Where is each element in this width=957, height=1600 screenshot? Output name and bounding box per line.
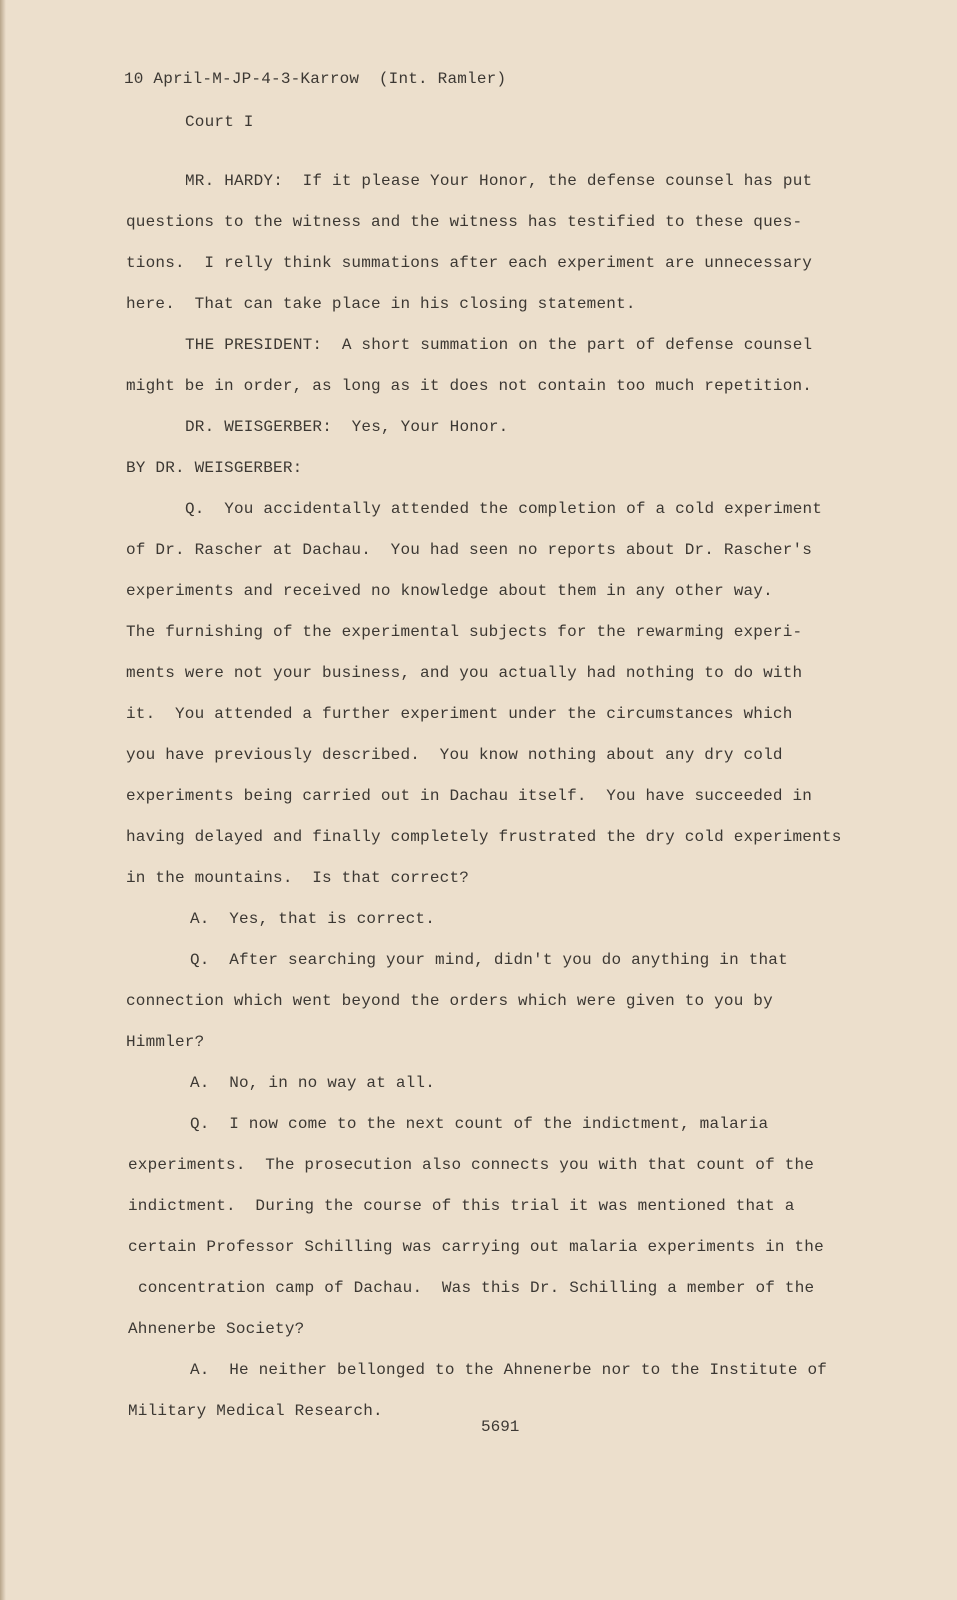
transcript-line: it. You attended a further experiment under the circumstances which [126, 705, 793, 723]
session-header: 10 April-M-JP-4-3-Karrow (Int. Ramler) [124, 70, 507, 88]
transcript-line: Himmler? [126, 1033, 205, 1051]
transcript-line: of Dr. Rascher at Dachau. You had seen no reports about Dr. Rascher's [126, 541, 813, 559]
transcript-line: DR. WEISGERBER: Yes, Your Honor. [185, 418, 509, 436]
transcript-line: tions. I relly think summations after each experiment are unnecessary [126, 254, 813, 272]
transcript-line: connection which went beyond the orders which were given to you by [126, 992, 773, 1010]
transcript-line: THE PRESIDENT: A short summation on the part of defense counsel [185, 336, 813, 354]
transcript-line: might be in order, as long as it does not contain too much repetition. [126, 377, 813, 395]
transcript-line: questions to the witness and the witness has testified to these ques- [126, 213, 803, 231]
transcript-line: certain Professor Schilling was carrying out malaria experiments in the [128, 1238, 824, 1256]
transcript-line: Q. You accidentally attended the completion of a cold experiment [185, 500, 823, 518]
transcript-line: in the mountains. Is that correct? [126, 869, 470, 887]
transcript-line: you have previously described. You know nothing about any dry cold [126, 746, 783, 764]
transcript-line: having delayed and finally completely frustrated the dry cold experiments [126, 828, 842, 846]
transcript-line: Q. After searching your mind, didn't you do anything in that [190, 951, 788, 969]
transcript-line: here. That can take place in his closing statement. [126, 295, 636, 313]
transcript-line: Q. I now come to the next count of the indictment, malaria [190, 1115, 769, 1133]
transcript-line: experiments being carried out in Dachau itself. You have succeeded in [126, 787, 813, 805]
transcript-line: experiments. The prosecution also connects you with that count of the [128, 1156, 815, 1174]
page-number: 5691 [481, 1418, 520, 1436]
transcript-line: A. No, in no way at all. [190, 1074, 436, 1092]
page-edge-shadow [0, 0, 6, 1600]
transcript-line: The furnishing of the experimental subjects for the rewarming experi- [126, 623, 803, 641]
transcript-line: A. He neither bellonged to the Ahnenerbe nor to the Institute of [190, 1361, 828, 1379]
transcript-line: concentration camp of Dachau. Was this Dr. Schilling a member of the [138, 1279, 815, 1297]
transcript-line: BY DR. WEISGERBER: [126, 459, 303, 477]
transcript-line: Military Medical Research. [128, 1402, 383, 1420]
transcript-line: MR. HARDY: If it please Your Honor, the defense counsel has put [185, 172, 813, 190]
transcript-line: ments were not your business, and you actually had nothing to do with [126, 664, 803, 682]
transcript-line: A. Yes, that is correct. [190, 910, 436, 928]
transcript-line: experiments and received no knowledge about them in any other way. [126, 582, 773, 600]
court-label: Court I [185, 113, 254, 131]
transcript-line: Ahnenerbe Society? [128, 1320, 305, 1338]
transcript-line: indictment. During the course of this trial it was mentioned that a [128, 1197, 795, 1215]
